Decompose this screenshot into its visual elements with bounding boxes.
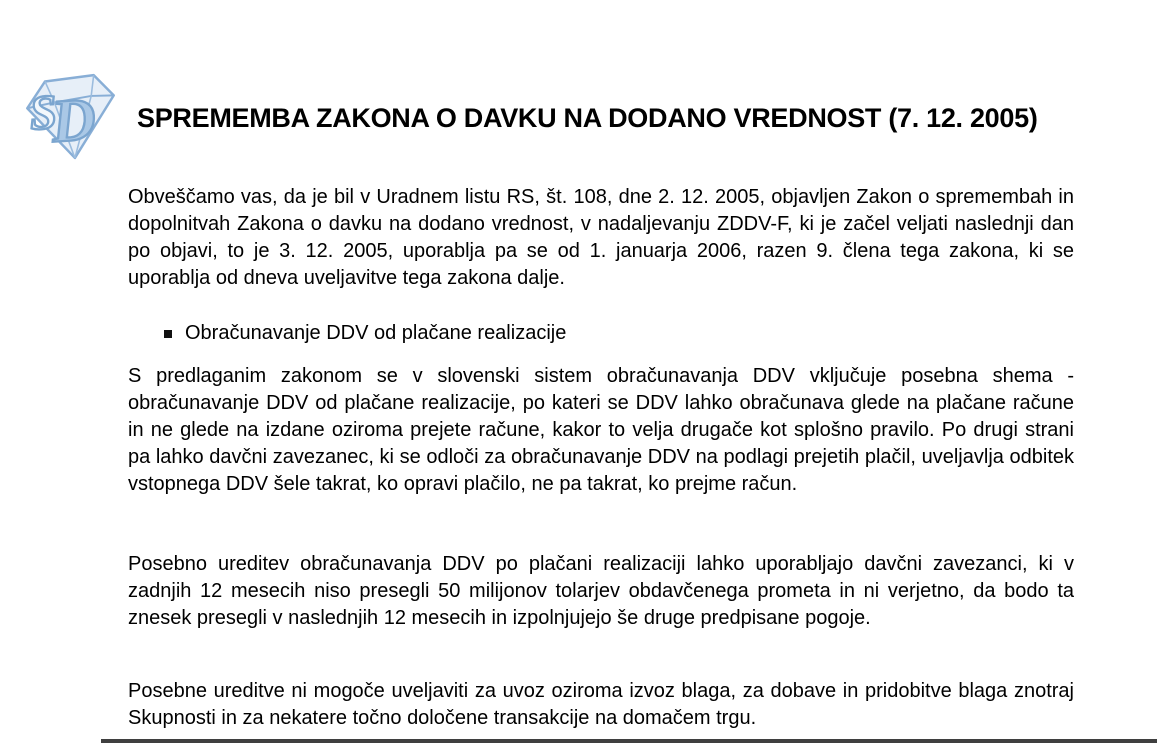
svg-text:D: D [49,85,98,156]
paragraph-exclusions: Posebne ureditve ni mogoče uveljaviti za uvoz oziroma izvoz blaga, za dobave in pridobitve blaga znotraj Skupnosti in za nekatere točno določene transakcije na domačem trgu. [128,680,1074,729]
paragraph-intro: Obveščamo vas, da je bil v Uradnem listu RS, št. 108, dne 2. 12. 2005, objavljen Zakon o spremembah in dopolnitvah Zakona o davku na dodano vrednost, v nadaljevanju ZDDV-F, ki je začel veljati naslednji dan po objavi, to je 3. 12. 2005, uporablja pa se od 1. januarja 2006, razen 9. člena tega zakona, ki se uporablja od dneva uveljavitve tega zakona dalje. [128,186,1074,289]
paragraph-limit: Posebno ureditev obračunavanja DDV po plačani realizaciji lahko uporabljajo davčni zavezanci, ki v zadnjih 12 mesecih niso presegli 50 milijonov tolarjev obdavčenega prometa in ni verjetno, da bodo ta znesek presegli v naslednjih 12 mesecih in izpolnjujejo še druge predpisane pogoje. [128,553,1074,629]
sd-diamond-icon [22,68,120,164]
bullet-item-label: Obračunavanje DDV od plačane realizacije [185,322,567,344]
bottom-divider [101,739,1157,743]
bullet-item [164,320,566,347]
page-title: SPREMEMBA ZAKONA O DAVKU NA DODANO VREDNOST (7. 12. 2005) [137,103,1038,133]
company-logo [22,68,120,164]
paragraph-scheme: S predlaganim zakonom se v slovenski sistem obračunavanja DDV vključuje posebna shema - obračunavanje DDV od plačane realizacije, po kateri se DDV lahko obračunava glede na plačane račune in ne glede na izdane oziroma prejete račune, kakor to velja drugače kot splošno pravilo. Po drugi strani pa lahko davčni zavezanec, ki se odloči za obračunavanje DDV na podlagi prejetih plačil, uveljavlja odbitek vstopnega DDV šele takrat, ko opravi plačilo, ne pa takrat, ko prejme račun. [128,365,1074,495]
square-bullet-icon [164,330,172,338]
svg-text:S: S [27,83,59,141]
